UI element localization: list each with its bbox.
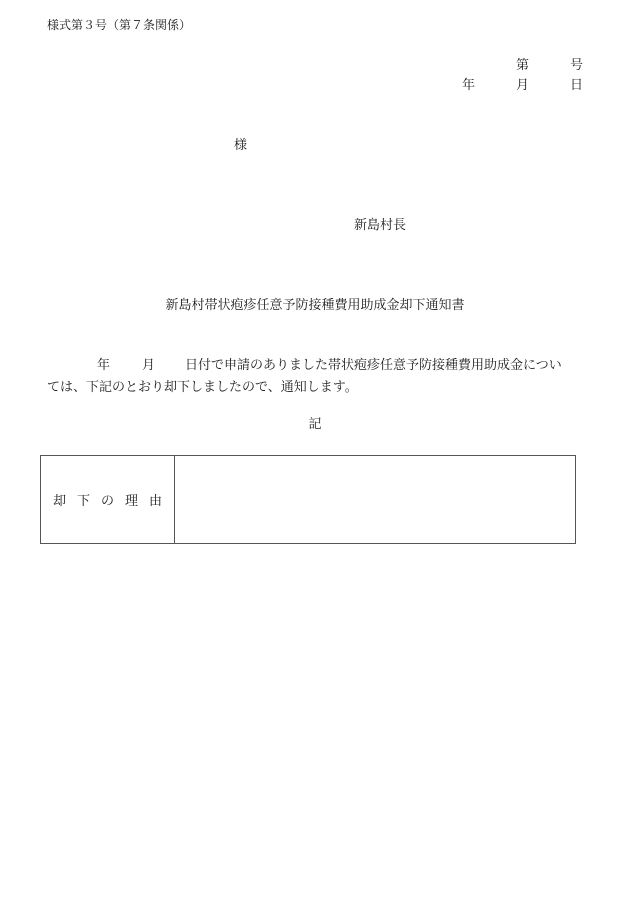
- document-title: 新島村帯状疱疹任意予防接種費用助成金却下通知書: [165, 298, 465, 313]
- reason-label-cell: [41, 456, 175, 543]
- date-month-label: 月: [516, 78, 530, 93]
- body-year-label: 年: [97, 358, 111, 373]
- body-month-label: 月: [142, 358, 156, 373]
- date-day-label: 日: [570, 78, 584, 93]
- body-line-2: ては、下記のとおり却下しましたので、通知します。: [47, 380, 358, 395]
- sender-name: 新島村長: [354, 218, 407, 233]
- document-number-suffix: 号: [570, 58, 584, 73]
- reason-table: [40, 455, 576, 544]
- document-number-prefix: 第: [516, 58, 530, 73]
- reason-label: 却下の理由: [52, 494, 173, 509]
- addressee-honorific: 様: [234, 138, 248, 153]
- body-line-1-text: 日付で申請のありました帯状疱疹任意予防接種費用助成金につい: [185, 358, 562, 373]
- ki-heading: 記: [308, 417, 322, 432]
- body-line-1: [47, 355, 587, 377]
- reason-value-cell: [175, 456, 575, 543]
- form-number: 様式第３号（第７条関係）: [47, 18, 192, 32]
- body-paragraph: [47, 355, 587, 399]
- date-year-label: 年: [462, 78, 476, 93]
